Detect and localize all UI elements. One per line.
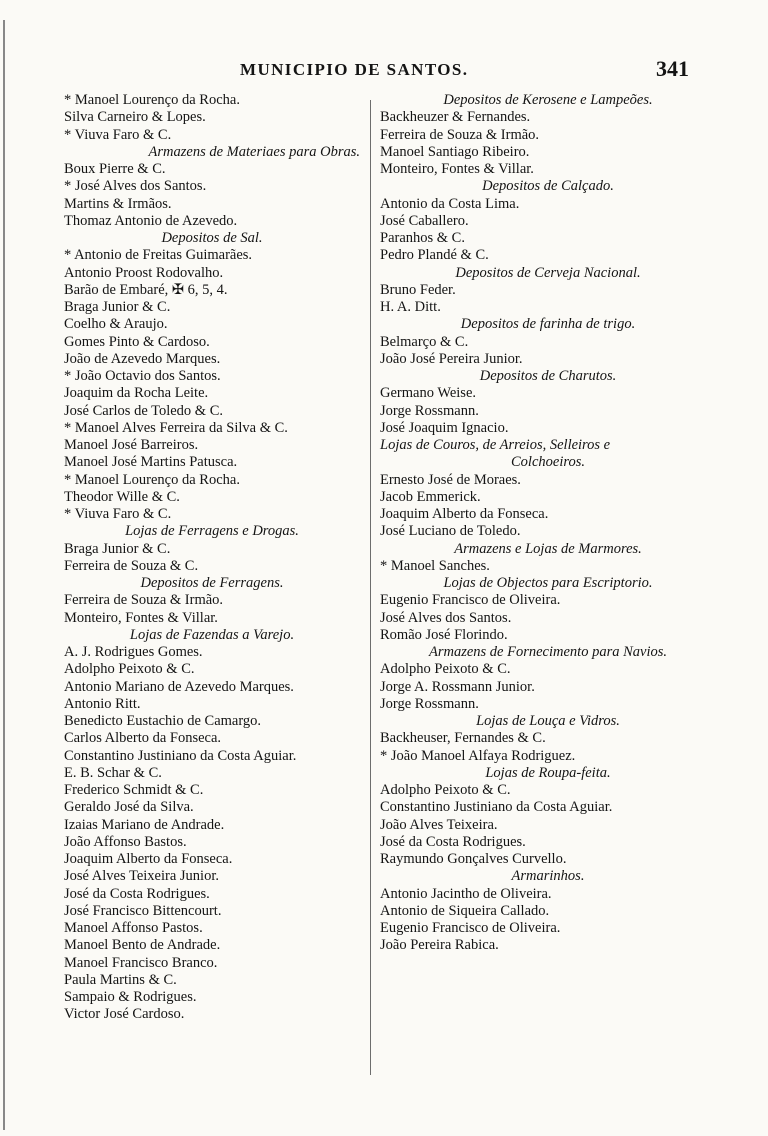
directory-entry: Paula Martins & C. [64, 971, 177, 988]
directory-entry: Manoel Bento de Andrade. [64, 937, 221, 954]
directory-entry: Manoel José Barreiros. [64, 437, 199, 453]
directory-entry: Ferreira de Souza & C. [64, 557, 199, 574]
directory-entry: João Pereira Rabica. [380, 937, 499, 954]
directory-entry: José Francisco Bittencourt. [64, 902, 222, 919]
directory-entry: Romão José Florindo. [380, 626, 508, 643]
section-heading: Lojas de Fazendas a Varejo. [129, 626, 295, 643]
directory-entry: Joaquim da Rocha Leite. [64, 385, 209, 402]
directory-entry: Jorge Rossmann. [380, 695, 479, 712]
column-divider [370, 100, 371, 1075]
directory-entry: Eugenio Francisco de Oliveira. [380, 592, 561, 609]
section-heading: Lojas de Couros, de Arreios, Selleiros e [380, 437, 611, 453]
page-edge-line [3, 20, 5, 1130]
directory-entry: Jorge Rossmann. [380, 402, 479, 419]
directory-entry: Sampaio & Rodrigues. [64, 989, 197, 1005]
directory-entry: José da Costa Rodrigues. [380, 833, 526, 850]
directory-entry: Geraldo José da Silva. [64, 799, 194, 816]
section-heading: Depositos de Ferragens. [140, 575, 284, 591]
directory-entry: Raymundo Gonçalves Curvello. [380, 851, 567, 867]
directory-entry: Gomes Pinto & Cardoso. [64, 333, 210, 350]
directory-entry: Barão de Embaré, ✠ 6, 5, 4. [64, 281, 228, 298]
directory-entry: Backheuser, Fernandes & C. [380, 730, 546, 747]
directory-entry: Eugenio Francisco de Oliveira. [380, 920, 561, 936]
directory-entry: Silva Carneiro & Lopes. [64, 109, 206, 126]
section-heading: Armazens de Fornecimento para Navios. [428, 644, 667, 660]
directory-entry: Antonio Proost Rodovalho. [64, 264, 224, 281]
directory-entry: Bruno Feder. [380, 281, 456, 298]
left-column [64, 92, 360, 1024]
section-heading: Depositos de Charutos. [479, 368, 617, 384]
directory-entry: José Alves dos Santos. [380, 609, 512, 626]
directory-entry: José da Costa Rodrigues. [64, 885, 210, 902]
directory-entry: Adolpho Peixoto & C. [380, 782, 511, 798]
directory-entry: João José Pereira Junior. [380, 350, 523, 367]
section-heading: Depositos de Cerveja Nacional. [455, 264, 641, 281]
directory-entry: Martins & Irmãos. [64, 195, 172, 212]
directory-entry: Thomaz Antonio de Azevedo. [64, 212, 238, 229]
directory-entry: Germano Weise. [380, 385, 477, 402]
directory-entry: * João Octavio dos Santos. [64, 368, 221, 384]
directory-entry: * Viuva Faro & C. [64, 506, 172, 522]
directory-entry: José Caballero. [380, 212, 469, 229]
directory-entry: Monteiro, Fontes & Villar. [64, 609, 218, 626]
section-heading: Colchoeiros. [511, 454, 585, 471]
directory-entry: José Carlos de Toledo & C. [64, 402, 224, 419]
directory-entry: João Affonso Bastos. [64, 833, 187, 850]
directory-entry: Antonio Jacintho de Oliveira. [380, 885, 552, 902]
directory-entry: Boux Pierre & C. [64, 161, 166, 177]
section-heading: Lojas de Objectos para Escriptorio. [443, 575, 653, 591]
directory-entry: Ernesto José de Moraes. [380, 471, 521, 488]
directory-entry: Manoel Francisco Branco. [64, 954, 218, 971]
directory-entry: Adolpho Peixoto & C. [380, 661, 511, 678]
directory-entry: Joaquim Alberto da Fonseca. [380, 506, 549, 522]
section-heading: Lojas de Roupa-feita. [485, 764, 611, 781]
directory-entry: Theodor Wille & C. [64, 488, 180, 505]
directory-entry: Ferreira de Souza & Irmão. [64, 592, 224, 609]
section-heading: Armarinhos. [511, 868, 585, 885]
directory-entry: Benedicto Eustachio de Camargo. [64, 713, 262, 729]
directory-entry: Joaquim Alberto da Fonseca. [64, 851, 233, 867]
directory-entry: Braga Junior & C. [64, 299, 171, 315]
directory-entry: Antonio Mariano de Azevedo Marques. [64, 678, 294, 695]
directory-entry: Izaias Mariano de Andrade. [64, 816, 225, 833]
directory-entry: Constantino Justiniano da Costa Aguiar. [380, 799, 613, 816]
page-number: 341 [656, 56, 689, 81]
directory-entry: Paranhos & C. [380, 230, 465, 246]
directory-entry: José Luciano de Toledo. [380, 523, 521, 540]
section-heading: Depositos de farinha de trigo. [460, 316, 636, 333]
directory-entry: * João Manoel Alfaya Rodriguez. [380, 747, 576, 764]
section-heading: Depositos de Calçado. [482, 178, 614, 195]
section-heading: Armazens e Lojas de Marmores. [454, 540, 642, 557]
directory-entry: Ferreira de Souza & Irmão. [380, 126, 540, 143]
directory-entry: Belmarço & C. [380, 333, 469, 350]
directory-entry: Jacob Emmerick. [380, 488, 481, 505]
directory-entry: José Joaquim Ignacio. [380, 419, 509, 436]
directory-entry: Carlos Alberto da Fonseca. [64, 730, 222, 747]
directory-entry: * Manoel Sanches. [380, 557, 490, 574]
section-heading: Lojas de Louça e Vidros. [476, 713, 620, 729]
directory-entry: Antonio Ritt. [64, 695, 141, 712]
header-title: MUNICIPIO DE SANTOS. [240, 60, 469, 79]
directory-entry: Backheuzer & Fernandes. [380, 109, 531, 126]
directory-entry: * Manoel Lourenço da Rocha. [64, 471, 240, 488]
directory-entry: Constantino Justiniano da Costa Aguiar. [64, 747, 297, 764]
directory-entry: * Antonio de Freitas Guimarães. [64, 247, 253, 264]
section-heading: Depositos de Sal. [161, 230, 263, 246]
directory-entry: * Manoel Alves Ferreira da Silva & C. [64, 419, 288, 436]
directory-entry: Manoel José Martins Patusca. [64, 454, 238, 471]
section-heading: Armazens de Materiaes para Obras. [148, 143, 360, 160]
directory-entry: Antonio da Costa Lima. [380, 195, 520, 212]
right-column [380, 92, 716, 955]
directory-entry: Braga Junior & C. [64, 540, 171, 557]
directory-entry: * Manoel Lourenço da Rocha. [64, 92, 240, 108]
directory-entry: João Alves Teixeira. [380, 816, 498, 833]
directory-entry: * Viuva Faro & C. [64, 126, 172, 143]
directory-entry: Manoel Santiago Ribeiro. [380, 143, 530, 160]
section-heading: Depositos de Kerosene e Lampeões. [443, 92, 653, 108]
directory-entry: Manoel Affonso Pastos. [64, 920, 203, 936]
directory-entry: Adolpho Peixoto & C. [64, 661, 195, 678]
directory-entry: A. J. Rodrigues Gomes. [64, 644, 203, 660]
directory-entry: Victor José Cardoso. [64, 1006, 185, 1023]
directory-entry: E. B. Schar & C. [64, 764, 162, 781]
directory-entry: Antonio de Siqueira Callado. [380, 902, 550, 919]
section-heading: Lojas de Ferragens e Drogas. [125, 523, 299, 540]
directory-entry: João de Azevedo Marques. [64, 350, 221, 367]
directory-entry: José Alves Teixeira Junior. [64, 868, 219, 885]
directory-entry: Coelho & Araujo. [64, 316, 168, 333]
directory-entry: * José Alves dos Santos. [64, 178, 207, 195]
directory-entry: Pedro Plandé & C. [380, 247, 489, 264]
directory-entry: Monteiro, Fontes & Villar. [380, 161, 534, 177]
page-header [0, 56, 768, 84]
directory-entry: Jorge A. Rossmann Junior. [380, 678, 535, 695]
directory-entry: H. A. Ditt. [380, 299, 441, 315]
directory-entry: Frederico Schmidt & C. [64, 782, 204, 798]
